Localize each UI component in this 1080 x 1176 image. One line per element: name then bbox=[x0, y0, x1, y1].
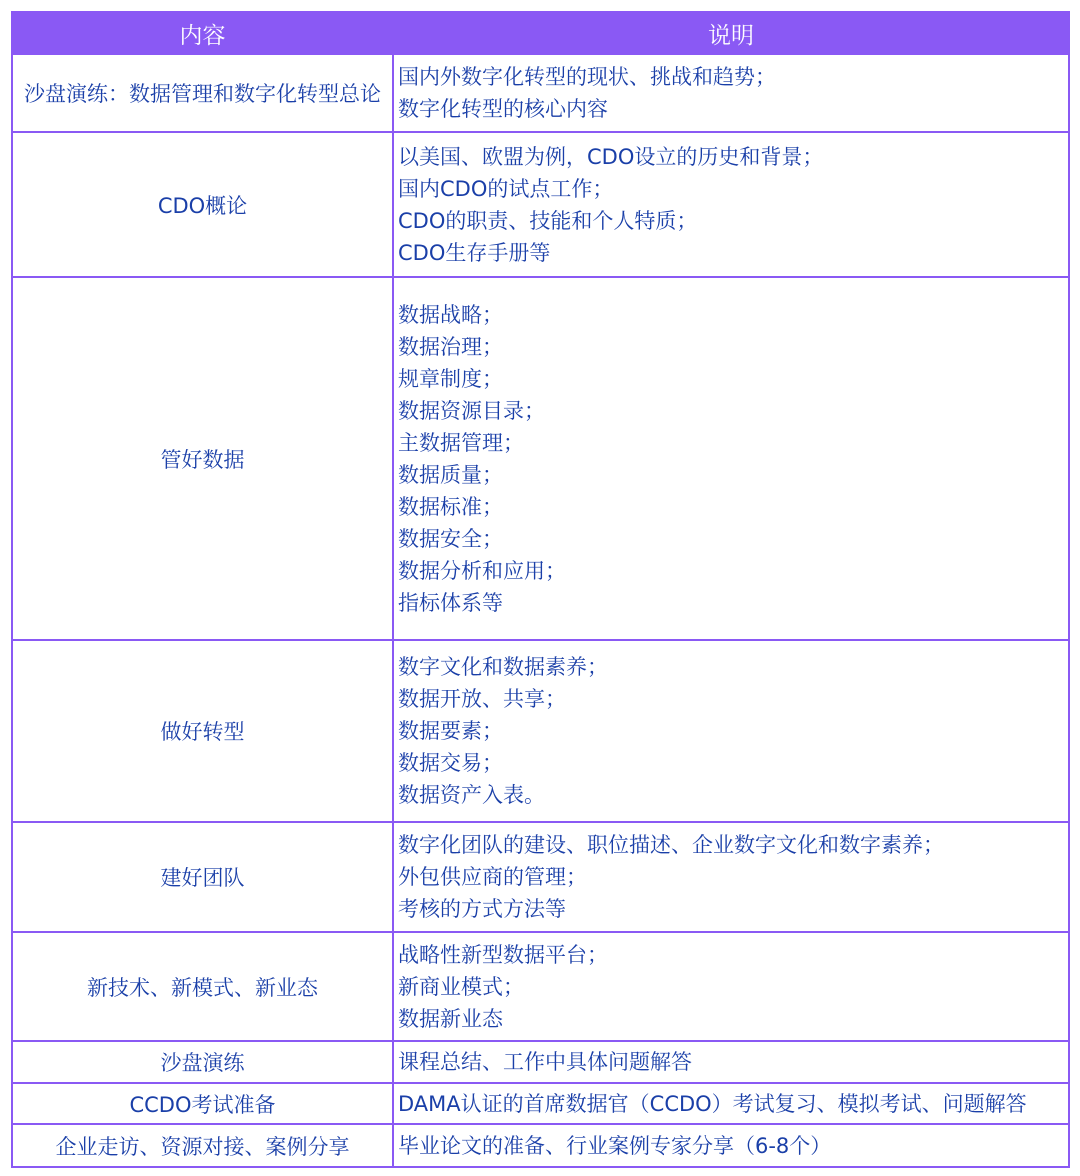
description-line: 数字文化和数据素养； bbox=[398, 655, 608, 679]
description-line: 数据新业态 bbox=[398, 1006, 503, 1031]
description-line: 数据治理； bbox=[398, 334, 503, 359]
description-line: 数字化团队的建设、职位描述、企业数字文化和数字素养； bbox=[398, 833, 944, 857]
description-line: 数据资源目录； bbox=[398, 398, 545, 423]
content-cell bbox=[12, 132, 393, 277]
description-line: 国内CDO的试点工作； bbox=[398, 176, 614, 201]
description-line: 新商业模式； bbox=[398, 974, 524, 999]
content-text: 做好转型 bbox=[160, 720, 245, 744]
course-table bbox=[11, 11, 1070, 1168]
content-text: CCDO考试准备 bbox=[129, 1092, 276, 1117]
table-header-row bbox=[12, 12, 1069, 54]
description-line: 外包供应商的管理； bbox=[398, 865, 587, 889]
description-line: CDO生存手册等 bbox=[398, 240, 551, 265]
description-line: 以美国、欧盟为例，CDO设立的历史和背景； bbox=[398, 144, 824, 169]
description-line: 数据标准； bbox=[398, 494, 503, 519]
description-line: 主数据管理； bbox=[398, 430, 524, 455]
header-description: 说明 bbox=[393, 12, 1069, 54]
content-text: 沙盘演练 bbox=[160, 1051, 245, 1075]
content-text: CDO概论 bbox=[157, 193, 248, 218]
description-cell bbox=[393, 54, 1069, 132]
description-cell bbox=[393, 132, 1069, 277]
table-row bbox=[12, 54, 1069, 132]
content-text: 新技术、新模式、新业态 bbox=[87, 975, 318, 1000]
description-cell bbox=[393, 277, 1069, 640]
description-line: 战略性新型数据平台； bbox=[398, 942, 608, 967]
header-content: 内容 bbox=[12, 12, 393, 54]
content-text: 企业走访、资源对接、案例分享 bbox=[55, 1134, 350, 1159]
content-cell bbox=[12, 640, 393, 822]
description-cell bbox=[393, 640, 1069, 822]
description-line: 毕业论文的准备、行业案例专家分享（6-8个） bbox=[398, 1133, 832, 1158]
content-cell bbox=[12, 54, 393, 132]
description-cell bbox=[393, 1083, 1069, 1124]
description-line: DAMA认证的首席数据官（CCDO）考试复习、模拟考试、问题解答 bbox=[398, 1091, 1027, 1116]
description-cell bbox=[393, 1041, 1069, 1083]
table-body bbox=[12, 54, 1069, 1167]
description-line: 数据交易； bbox=[398, 751, 503, 775]
table-row bbox=[12, 932, 1069, 1041]
description-line: 数据要素； bbox=[398, 719, 503, 743]
table-row bbox=[12, 1124, 1069, 1167]
content-cell bbox=[12, 1124, 393, 1167]
description-cell bbox=[393, 932, 1069, 1041]
description-cell bbox=[393, 1124, 1069, 1167]
table-row bbox=[12, 1041, 1069, 1083]
description-line: CDO的职责、技能和个人特质； bbox=[398, 208, 698, 233]
content-cell bbox=[12, 1083, 393, 1124]
description-line: 数据质量； bbox=[398, 462, 503, 487]
content-cell bbox=[12, 822, 393, 932]
table-row bbox=[12, 132, 1069, 277]
content-text: 沙盘演练：数据管理和数字化转型总论 bbox=[24, 82, 381, 106]
description-line: 数据资产入表。 bbox=[398, 783, 545, 807]
table-row bbox=[12, 822, 1069, 932]
content-cell bbox=[12, 1041, 393, 1083]
table-row bbox=[12, 277, 1069, 640]
description-line: 数据安全； bbox=[398, 526, 503, 551]
description-line: 课程总结、工作中具体问题解答 bbox=[398, 1050, 692, 1074]
table-row bbox=[12, 640, 1069, 822]
description-line: 考核的方式方法等 bbox=[398, 897, 566, 921]
content-cell bbox=[12, 932, 393, 1041]
description-line: 指标体系等 bbox=[398, 590, 503, 615]
description-line: 国内外数字化转型的现状、挑战和趋势； bbox=[398, 65, 776, 89]
content-text: 建好团队 bbox=[160, 866, 245, 890]
description-line: 数据战略； bbox=[398, 302, 503, 327]
course-table-container bbox=[11, 11, 1068, 1168]
description-line: 数据分析和应用； bbox=[398, 558, 566, 583]
description-line: 数字化转型的核心内容 bbox=[398, 97, 608, 121]
content-text: 管好数据 bbox=[160, 447, 245, 472]
description-line: 规章制度； bbox=[398, 366, 503, 391]
table-row bbox=[12, 1083, 1069, 1124]
description-cell bbox=[393, 822, 1069, 932]
content-cell bbox=[12, 277, 393, 640]
description-line: 数据开放、共享； bbox=[398, 687, 566, 711]
